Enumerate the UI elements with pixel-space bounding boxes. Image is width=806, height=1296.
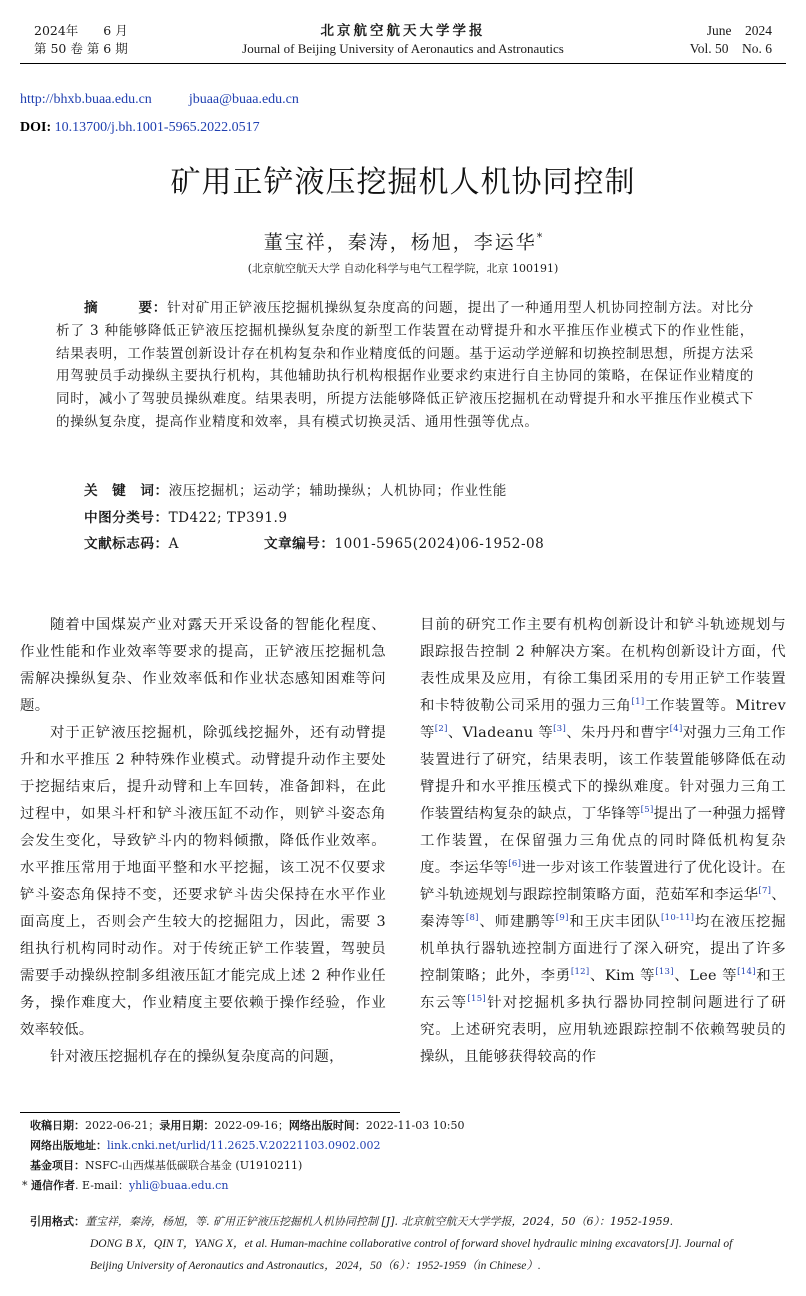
journal-name (180, 22, 626, 58)
footnote-rule (20, 1112, 400, 1113)
journal-name-cn: 北京航空航天大学学报 (320, 23, 486, 39)
reference-link[interactable]: [7] (758, 886, 772, 897)
header-month-year: June 2024 (706, 23, 772, 38)
doc-code-line (84, 533, 179, 555)
reference-link[interactable]: [3] (553, 724, 567, 735)
reference-link[interactable]: [6] (508, 859, 522, 870)
article-number-line (264, 533, 544, 555)
article-title: 矿用正铲液压挖掘机人机协同控制 (170, 165, 636, 200)
issue-date-en (690, 22, 772, 58)
keywords-line (84, 480, 507, 502)
issue-date-cn (34, 22, 128, 58)
doc-code-label: 文献标志码： (84, 536, 169, 552)
author-list (20, 224, 786, 256)
keywords-value: 液压挖掘机；运动学；辅助操纵；人机协同；作业性能 (168, 483, 507, 499)
abstract (56, 297, 754, 434)
authors: 董宝祥，秦涛，杨旭，李运华 (263, 231, 537, 254)
corresponding-footnote: * 通信作者. E-mail：yhli@buaa.edu.cn (22, 1179, 229, 1192)
header-vol-no: Vol. 50 No. 6 (689, 41, 772, 56)
doi-link[interactable]: 10.13700/j.bh.1001-5965.2022.0517 (54, 120, 260, 135)
reference-link[interactable]: [13] (655, 967, 674, 978)
corresponding-email-link[interactable]: yhli@buaa.edu.cn (128, 1179, 229, 1192)
reference-link[interactable]: [2] (434, 724, 448, 735)
paragraph: 对于正铲液压挖掘机，除弧线挖掘外，还有动臂提升和水平推压 2 种特殊作业模式。动臂提升动作主要处于挖掘结束后，提升动臂和上车回转，准备卸料，在此过程中，如果斗杆和铲斗液压缸不动作，则铲斗姿态角会发生变化，导致铲斗内的物料倾撒，降低作业效率。水平推压常用于地面平整和水平挖掘，该工况不仅要求铲斗姿态角保持不变，还要求铲斗齿尖保持在水平作业面高度上，否则会产生较大的挖掘阻力，因此，需要 3 组执行机构同时动作。对于传统正铲工作装置，驾驶员需要手动操纵控制多组液压缸才能完成上述 2 种作业任务，操作难度大，作业精度主要依赖于操作经验，作业效率较低。 (20, 725, 386, 1038)
clc-line (84, 507, 288, 529)
affiliation: (北京航空航天大学 自动化科学与电气工程学院，北京 100191) (247, 262, 559, 275)
reference-link[interactable]: [10-11] (661, 913, 695, 924)
reference-link[interactable]: [8] (465, 913, 479, 924)
reference-link[interactable]: [15] (467, 994, 487, 1005)
online-url-link[interactable]: link.cnki.net/urlid/11.2625.V.20221103.0902.002 (107, 1139, 381, 1152)
header-volume-issue: 第 50 卷 第 6 期 (34, 41, 128, 56)
article-number-label: 文章编号： (264, 536, 335, 552)
citation-label: 引用格式： (30, 1215, 85, 1228)
citation-block (20, 1211, 790, 1277)
reference-link[interactable]: [12] (570, 967, 590, 978)
abstract-label: 摘 要： (84, 300, 168, 316)
journal-links (20, 91, 299, 109)
reference-link[interactable]: [14] (737, 967, 756, 978)
paragraph: 随着中国煤炭产业对露天开采设备的智能化程度、作业性能和作业效率等要求的提高，正铲液压挖掘机急需解决操纵复杂、作业效率低和作业状态感知困难等问题。 (20, 617, 386, 714)
paragraph: 目前的研究工作主要有机构创新设计和铲斗轨迹规划与跟踪报告控制 2 种解决方案。在机构创新设计方面，代表性成果及应用，有徐工集团采用的专用正铲工作装置和卡特彼勒公司采用的强力三角[1]工作装置等。Mitrev 等[2]、Vladeanu 等[3]、朱丹丹和曹宇[4]对强力三角工作装置进行了研究，结果表明，该工作装置能够降低在动臂提升和水平推压模式下的操纵难度。针对强力三角工作装置结构复杂的缺点，丁华锋等[5]提出了一种强力摇臂工作装置，在保留强力三角优点的同时降低机构复杂度。李运华等[6]进一步对该工作装置进行了优化设计。在铲斗轨迹规划与跟踪控制策略方面，范茹军和李运华[7]、秦涛等[8]、师建鹏等[9]和王庆丰团队[10-11]均在液压挖掘机单执行器轨迹控制方面进行了深入研究，提出了许多控制策略；此外，李勇[12]、Kim 等[13]、Lee 等[14]和王东云等[15]针对挖掘机多执行器协同控制问题进行了研究。上述研究表明，应用轨迹跟踪控制不依赖驾驶员的操纵，且能够获得较高的作 (420, 617, 787, 1065)
dates-footnote: 收稿日期：2022-06-21；录用日期：2022-09-16；网络出版时间：2022-11-03 10:50 (30, 1119, 465, 1132)
abstract-text: 针对矿用正铲液压挖掘机操纵复杂度高的问题，提出了一种通用型人机协同控制方法。对比分析了 3 种能够降低正铲液压挖掘机操纵复杂度的新型工作装置在动臂提升和水平推压作业模式下的作业性能，结果表明，工作装置创新设计存在机构复杂和作业精度低的问题。基于运动学逆解和切换控制思想，所提方法采用驾驶员手动操纵主要执行机构，其他辅助执行机构根据作业要求约束进行自主协同的策略，在保证作业精度的同时，减小了驾驶员操纵难度。结果表明，所提方法能够降低正铲液压挖掘机在动臂提升和水平推压作业模式下的操纵复杂度，提高作业精度和效率，具有模式切换灵活、通用性强等优点。 (56, 300, 754, 430)
fund-footnote: 基金项目：NSFC-山西煤基低碳联合基金 (U1910211) (30, 1159, 303, 1172)
header-year-month: 2024年 6 月 (34, 23, 128, 38)
doi-line: DOI: 10.13700/j.bh.1001-5965.2022.0517 (20, 120, 260, 135)
clc-value: TD422; TP391.9 (168, 510, 288, 526)
doc-code-value: A (168, 536, 179, 552)
online-url-footnote: 网络出版地址：link.cnki.net/urlid/11.2625.V.20221103.0902.002 (30, 1139, 381, 1152)
keywords-label: 关 键 词： (84, 483, 169, 499)
reference-link[interactable]: [1] (631, 697, 645, 708)
body-left-column (20, 612, 386, 1071)
email-link[interactable]: jbuaa@buaa.edu.cn (188, 92, 299, 107)
citation-en-line2: Beijing University of Aeronautics and Astronautics，2024，50（6）：1952-1959（in Chinese）. (90, 1260, 541, 1272)
body-right-column (420, 612, 786, 1071)
doi-label: DOI (20, 120, 47, 135)
citation-cn: 董宝祥，秦涛，杨旭，等. 矿用正铲液压挖掘机人机协同控制 [J]. 北京航空航天大学学报，2024，50（6）：1952-1959. (85, 1215, 674, 1228)
reference-link[interactable]: [5] (640, 805, 654, 816)
reference-link[interactable]: [4] (669, 724, 683, 735)
article-number-value: 1001-5965(2024)06-1952-08 (334, 536, 545, 552)
paragraph: 针对液压挖掘机存在的操纵复杂度高的问题， (50, 1049, 344, 1065)
journal-name-en: Journal of Beijing University of Aeronautics and Astronautics (242, 41, 564, 56)
website-link[interactable]: http://bhxb.buaa.edu.cn (20, 92, 152, 107)
clc-label: 中图分类号： (84, 510, 169, 526)
citation-en-line1: DONG B X，QIN T，YANG X，et al. Human-machine collaborative control of forward shovel hydraulic mining excavators[J]. Journal of (90, 1238, 733, 1250)
corresponding-mark: * (536, 231, 543, 244)
header-rule (20, 63, 786, 64)
reference-link[interactable]: [9] (555, 913, 569, 924)
